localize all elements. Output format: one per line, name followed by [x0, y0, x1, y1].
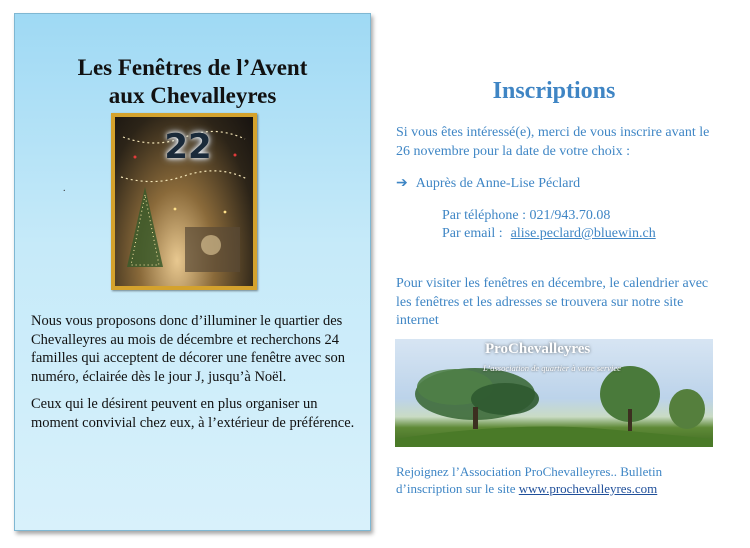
inscriptions-title: Inscriptions [492, 78, 616, 104]
description-paragraph-1: Nous vous proposons donc d’illuminer le quartier des Chevalleyres au mois de décembre et recherchons 24 familles qui acceptent de décorer une fenêtre avec son numéro, éclairée dès le jour J, jusqu’à Noël. [31, 313, 346, 385]
join-info [396, 463, 696, 497]
inscription-intro: Si vous êtes intéressé(e), merci de vous inscrire avant le 26 novembre pour la date de votre choix : [396, 125, 710, 159]
flyer-left-panel [14, 13, 371, 531]
stray-dot: . [63, 183, 66, 194]
banner-title: ProChevalleyres [485, 341, 591, 357]
banner-subtitle: L’association de quartier à votre service [483, 363, 621, 373]
window-number: 22 [164, 127, 212, 167]
contact-email-line [442, 225, 656, 244]
email-link[interactable]: alise.peclard@bluewin.ch [510, 226, 656, 241]
flyer-title [15, 54, 370, 110]
visit-info: Pour visiter les fenêtres en décembre, le calendrier avec les fenêtres et les adresses se trouvera sur notre site internet [396, 276, 709, 328]
website-link[interactable]: www.prochevalleyres.com [518, 481, 658, 496]
flyer-title-line1: Les Fenêtres de l’Avent [77, 55, 308, 80]
contact-person-name: Auprès de Anne-Lise Péclard [415, 176, 581, 191]
contact-phone: Par téléphone : 021/943.70.08 [442, 208, 611, 223]
description-paragraph-2: Ceux qui le désirent peuvent en plus organiser un moment convivial chez eux, à l’extérieur de préférence. [31, 396, 355, 431]
photo-image [115, 117, 253, 286]
contact-person [396, 175, 580, 194]
flyer-title-line2: aux Chevalleyres [108, 83, 277, 108]
right-arrow-icon: ➔ [396, 176, 408, 191]
email-label: Par email : [442, 226, 503, 241]
advent-window-photo [111, 113, 257, 290]
flyer-description [31, 312, 358, 441]
join-text: Rejoignez l’Association ProChevalleyres.. Bulletin d’inscription sur le site [396, 464, 663, 496]
prochevalleyres-banner [395, 339, 713, 447]
